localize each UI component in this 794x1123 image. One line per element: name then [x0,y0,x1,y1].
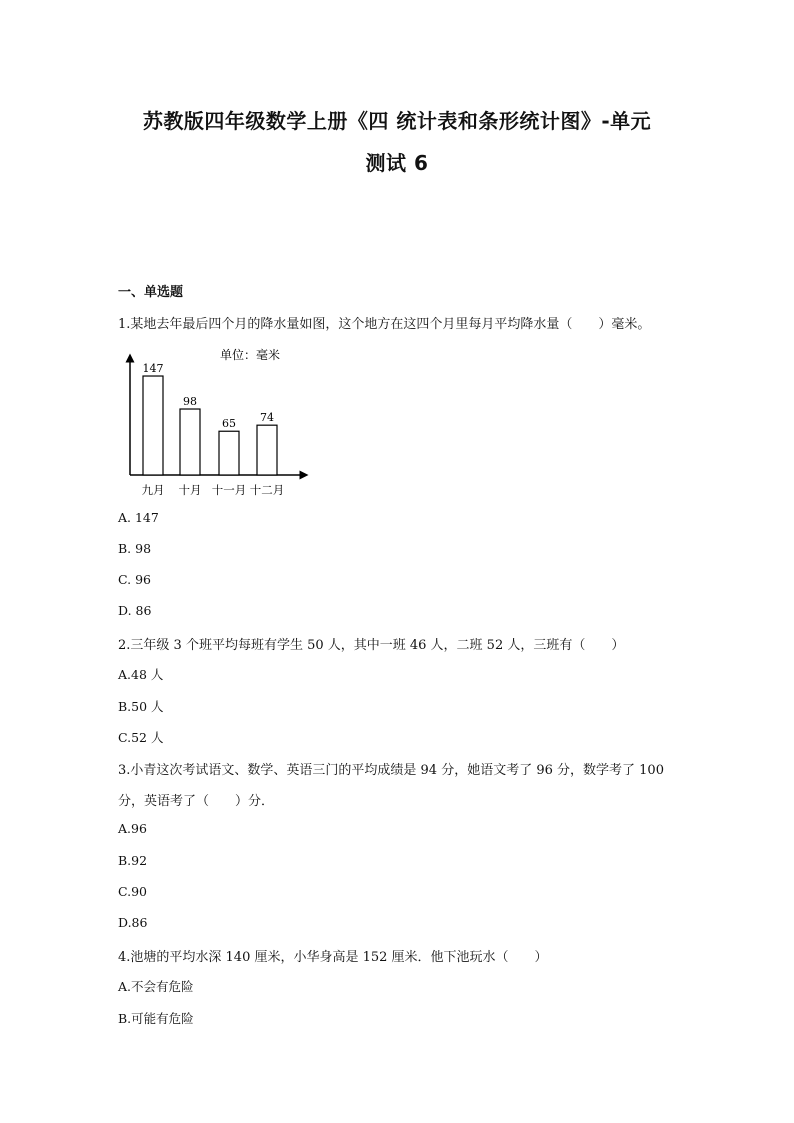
bar-2 [180,409,200,475]
bar-3 [219,431,239,475]
question-1-option-c[interactable]: C. 96 [118,572,151,587]
bar-value-label-1: 147 [142,362,164,376]
rainfall-bar-chart [118,340,318,502]
question-3-option-a[interactable]: A.96 [118,821,147,836]
bar-value-label-3: 65 [222,417,236,431]
bar-4 [257,425,277,475]
question-2-text: 2.三年级 3 个班平均每班有学生 50 人，其中一班 46 人，二班 52 人，三班有（ ） [118,638,625,653]
question-3-option-d[interactable]: D.86 [118,915,148,930]
doc-title-line1: 苏教版四年级数学上册《四 统计表和条形统计图》-单元 [142,109,652,133]
doc-title-line2: 测试 6 [365,151,429,175]
category-label-4: 十二月 [249,483,285,497]
question-3-text-line1: 3.小青这次考试语文、数学、英语三门的平均成绩是 94 分，她语文考了 96 分，数学考了 100 [118,763,664,778]
question-3-option-b[interactable]: B.92 [118,853,148,868]
question-3-text-line2: 分，英语考了（ ）分． [118,794,275,809]
category-label-2: 十月 [178,483,202,497]
category-label-1: 九月 [141,483,165,497]
bar-1 [143,376,163,475]
question-2-option-a[interactable]: A.48 人 [118,667,164,682]
category-label-3: 十一月 [211,483,247,497]
question-2-option-b[interactable]: B.50 人 [118,699,164,714]
question-1-option-a[interactable]: A. 147 [118,510,159,525]
bar-value-label-4: 74 [260,411,274,425]
section-heading: 一、单选题 [118,285,184,300]
question-1-option-b[interactable]: B. 98 [118,541,152,556]
question-4-text: 4.池塘的平均水深 140 厘米，小华身高是 152 厘米．他下池玩水（ ） [118,950,548,965]
question-3-option-c[interactable]: C.90 [118,884,147,899]
question-2-option-c[interactable]: C.52 人 [118,730,164,745]
bar-value-label-2: 98 [183,395,197,409]
chart-unit-label: 单位：毫米 [220,348,281,362]
question-1-option-d[interactable]: D. 86 [118,603,152,618]
question-4-option-a[interactable]: A.不会有危险 [118,979,194,994]
question-4-option-b[interactable]: B.可能有危险 [118,1011,194,1026]
question-1-text: 1.某地去年最后四个月的降水量如图，这个地方在这四个月里每月平均降水量（ ）毫米。 [118,317,651,332]
